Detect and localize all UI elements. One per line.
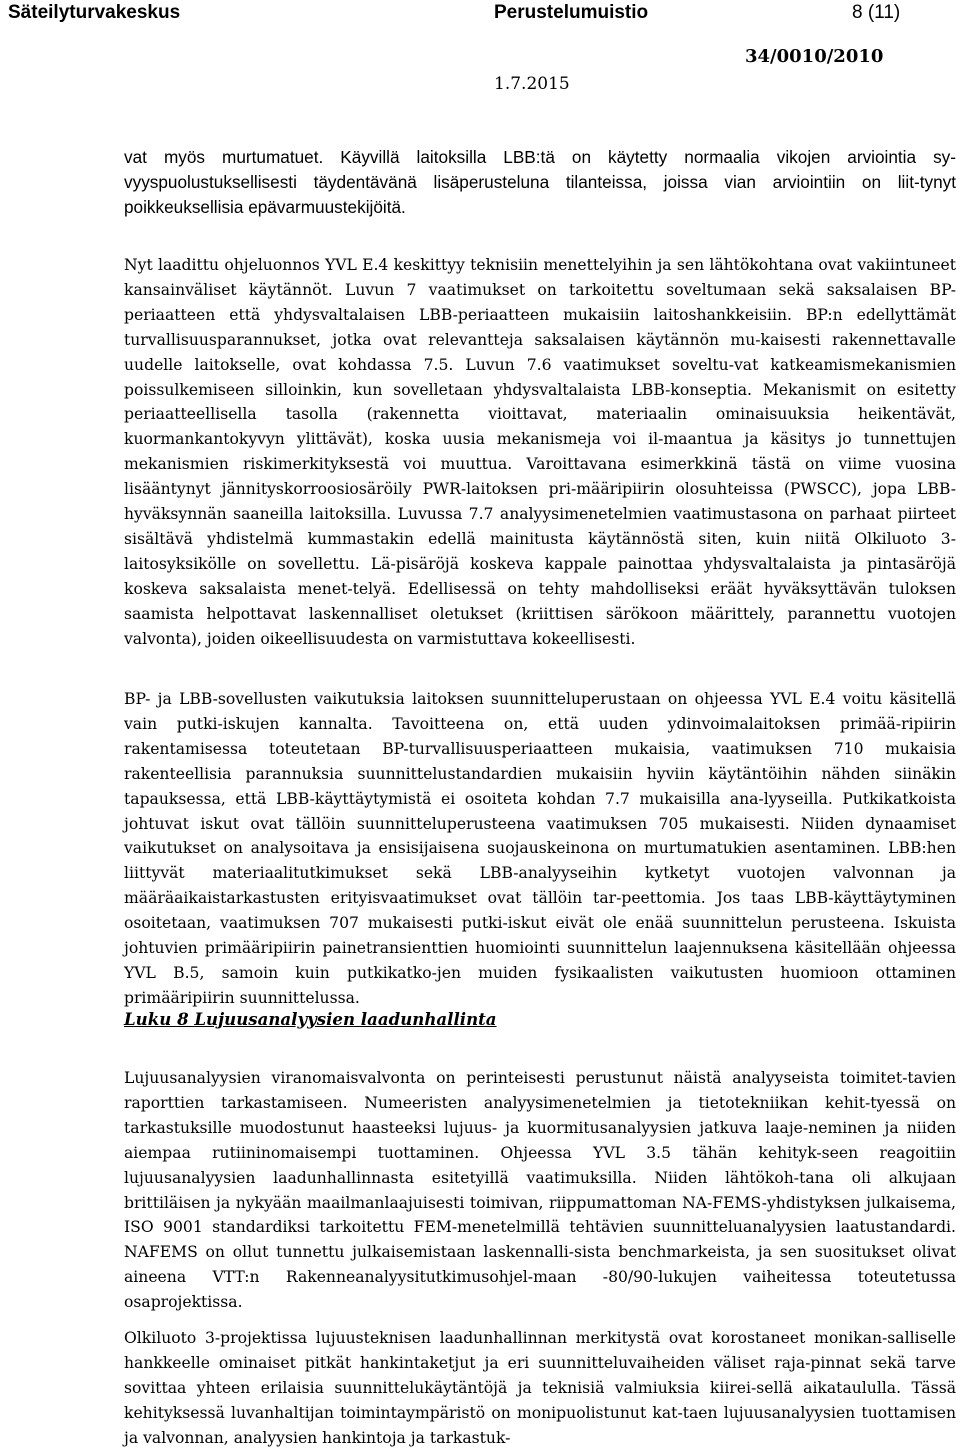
document-type: Perustelumuistio [494,2,649,23]
body-paragraph-3 [124,687,956,1011]
paragraph-text: BP- ja LBB-sovellusten vaikutuksia laitoksen suunnitteluperustaan on ohjeessa YVL E.4 voitu käsitellä vain putki-iskujen kannalta. Tavoitteena on, että uuden ydinvoimalaitoksen primää-ripiirin rakentamisessa toteutetaan BP-turvallisuusperiaatteen mukaisia, vaatimuksen 710 mukaisia rakenteellisia parannuksia suunnittelustandardien mukaisiin hyviin käytäntöihin nähden siinäkin tapauksessa, että LBB-käyttäytymistä ei osoiteta kohdan 7.7 mukaisilla ana-lyyseilla. Putkikatkoista johtuvat iskut ovat tällöin suunnitteluperusteena vaatimuksen 705 mukaisesti. Niiden dynaamiset vaikutukset on analysoitava ja ensisijaisena suojauskeinona on murtumatukien asentaminen. LBB:hen liittyvät materiaalitutkimukset sekä LBB-analyyseihin kytketyt vuotojen valvonnan ja määräaikaistarkastusten erityisvaatimukset ovat tällöin tar-peettomia. Jos taas LBB-käyttäytyminen osoitetaan, vaatimuksen 707 mukaisesti putki-iskut eivät ole enää suunnittelun perusteena. Iskuista johtuvien primääripiirin painetransienttien huomiointi suunnittelun laajennuksena käsitellään ohjeessa YVL B.5, samoin kuin putkikatko-jen muiden fysikaalisten vaikutusten huomioon ottaminen primääripiirin suunnittelussa. [124,690,956,1007]
body-paragraph-2 [124,253,956,652]
chapter-heading: Luku 8 Lujuusanalyysien laadunhallinta [124,1009,497,1029]
paragraph-text: Lujuusanalyysien viranomaisvalvonta on perinteisesti perustunut näistä analyyseista toimitet-tavien raporttien tarkastamiseen. Numeeristen analyysimenetelmien ja tietotekniikan kehit-tyessä on tarkastuksille muodostunut haasteeksi lujuus- ja kuormitusanalyysien jatkuva laaje-neminen ja niiden aiempaa rutiininomaisempi tuottaminen. Ohjeessa YVL 3.5 tähän kehityk-seen reagoitiin lujuusanalyysien laadunhallinnasta esitetyillä vaatimuksilla. Niiden lähtökoh-tana oli alkujaan brittiläisen ja nykyään maailmanlaajuisesti toimivan, riippumattoman NA-FEMS-yhdistyksen julkaisema, ISO 9001 standardiksi tarkoitettu FEM-menetelmillä tehtävien suunnitteluanalyysien laatustandardi. NAFEMS on ollut tunnettu julkaisemistaan laskennalli-sista benchmarkeista, ja sen suositukset olivat aineena VTT:n Rakenneanalyysitutkimusohjel-maan -80/90-lukujen vaiheitessa toteutetussa osaprojektissa. [124,1069,956,1312]
body-paragraph-1 [124,145,956,220]
page-number: 8 (11) [852,2,901,23]
body-paragraph-4 [124,1066,956,1315]
document-date: 1.7.2015 [494,74,570,94]
body-paragraph-5 [124,1326,956,1451]
paragraph-text: Nyt laadittu ohjeluonnos YVL E.4 keskittyy teknisiin menettelyihin ja sen lähtökohtana ovat vakiintuneet kansainväliset käytännöt. Luvun 7 vaatimukset on tarkoitettu soveltumaan sekä saksalaisen BP-periaatteen että yhdysvaltalaisen LBB-periaatteen mukaisiin laitoshankkeisiin. BP:n edellyttämät turvallisuusparannukset, jotka ovat relevantteja saksalaisen käytännön mu-kaisesti rakennettavalle uudelle laitokselle, ovat kohdassa 7.5. Luvun 7.6 vaatimukset soveltu-vat katkeamismekanismien poissulkemiseen silloinkin, kun sovelletaan yhdysvaltalaista LBB-konseptia. Mekanismit on esitetty periaatteellisella tasolla (rakennetta vioittavat, materiaalin ominaisuuksia heikentävät, kuormankantokyvyn ylittävät), koska uusia mekanismeja voi il-maantua ja käsitys jo tunnettujen mekanismien riskimerkityksestä voi muuttua. Varoittavana esimerkkinä tästä on viime vuosina lisääntynyt jännityskorroosiosäröily PWR-laitoksen pri-määripiirin olosuhteissa (PWSCC), jopa LBB-hyväksynnän saaneilla laitoksilla. Luvussa 7.7 analyysimenetelmien vaatimustasona on parhaat piirteet sisältävä yhdistelmä kummastakin edellä mainitusta käytännöstä siten, kuin niitä Olkiluoto 3-laitosyksikölle on sovellettu. Lä-pisäröjä koskeva kappale painottaa yhdysvaltalaista ja pintasäröjä koskeva saksalaista menet-telyä. Edellisessä on tehty mahdolliseksi eräät hyväksyttävän tuloksen saamista helpottavat laskennalliset oletukset (kriittisen särökoon määrittely, parannettu vuotojen valvonta), joiden oikeellisuudesta on varmistuttava kokeellisesti. [124,256,956,648]
paragraph-text: vat myös murtumatuet. Käyvillä laitoksilla LBB:tä on käytetty normaalia vikojen arviointia sy-vyyspuolustuksellisesti täydentävänä lisäperusteluna tilanteissa, joissa vian arviointiin on liit-tynyt poikkeuksellisia epävarmuustekijöitä. [124,147,956,217]
paragraph-text: Olkiluoto 3-projektissa lujuusteknisen laadunhallinnan merkitystä ovat korostaneet monikan-salliselle hankkeelle ominaiset pitkät hankintaketjut ja eri suunnitteluvaiheiden väliset raja-pinnat sekä tarve sovittaa yhteen erilaisia suunnittelukäytäntöjä ja teknisiä valmiuksia kiirei-sellä aikataululla. Tässä kehityksessä luvanhaltijan toimintaympäristö on monipuolistunut kat-taen lujuusanalyysien tuottamisen ja valvonnan, analyysien hankintoja ja tarkastuk- [124,1329,956,1447]
document-number: 34/0010/2010 [745,46,884,67]
organization-name: Säteilyturvakeskus [8,2,181,23]
